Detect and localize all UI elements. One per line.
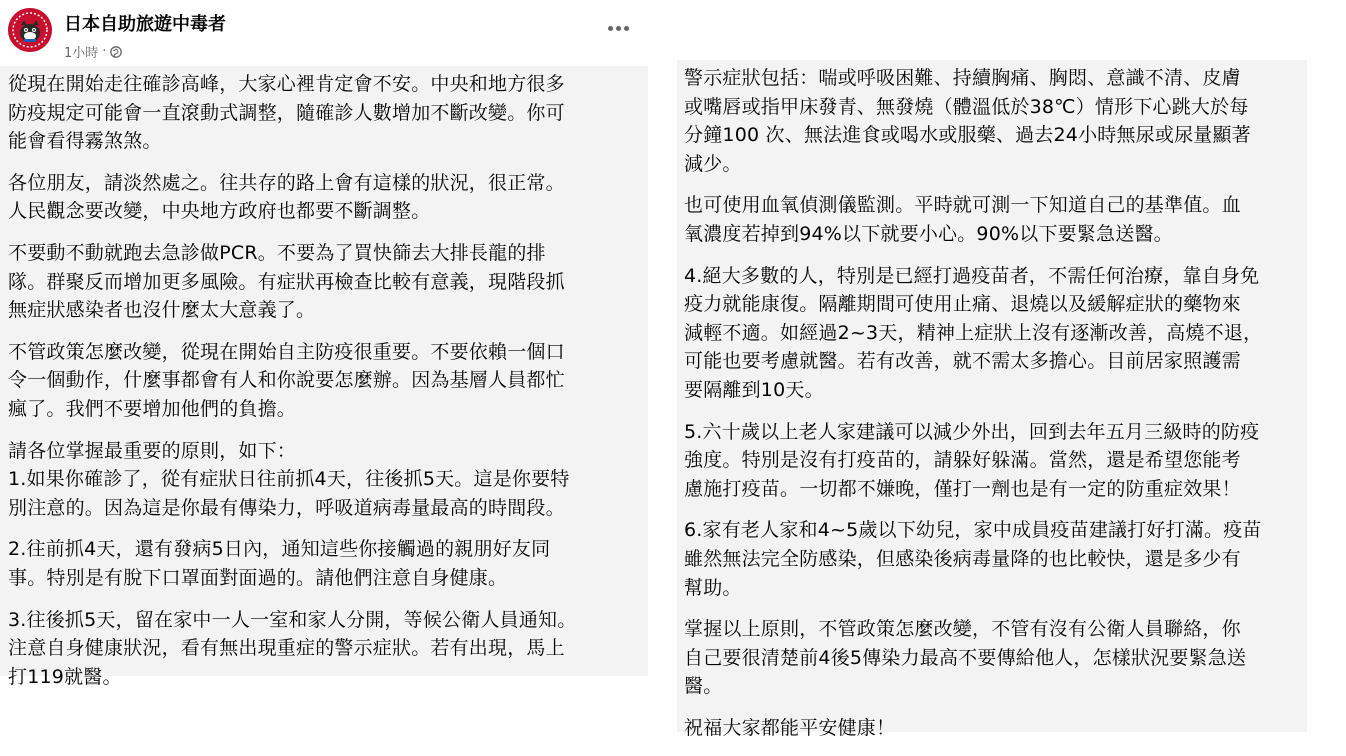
post-paragraph: 1.如果你確診了，從有症狀日往前抓4天，往後抓5天。這是你要特 別注意的。因為這是你最有傳染力，呼吸道病毒量最高的時間段。 bbox=[8, 468, 570, 519]
meta-separator: · bbox=[102, 44, 107, 59]
post-header bbox=[8, 6, 638, 62]
post-paragraph: 也可使用血氧偵測儀監測。平時就可測一下知道自己的基準值。血 氧濃度若掉到94%以下就要小心。90%以下要緊急送醫。 bbox=[684, 194, 1241, 245]
post-meta bbox=[64, 42, 122, 61]
post-paragraph: 掌握以上原則，不管政策怎麼改變，不管有沒有公衛人員聯絡，你 自己要很清楚前4後5傳染力最高不要傳給他人，怎樣狀況要緊急送 醫。 bbox=[684, 618, 1247, 698]
post-paragraph: 請各位掌握最重要的原則，如下： bbox=[8, 439, 297, 462]
post-paragraph: 5.六十歲以上老人家建議可以減少外出，回到去年五月三級時的防疫 強度。特別是沒有打疫苗的，請躲好躲滿。當然，還是希望您能考 慮施打疫苗。一切都不嫌晚，僅打一劑也是有一定的防重症效果！ bbox=[684, 420, 1260, 500]
page-name-link[interactable]: 日本自助旅遊中毒者 bbox=[64, 14, 226, 35]
left-post-panel bbox=[0, 0, 648, 756]
post-timestamp[interactable]: 1小時 bbox=[64, 46, 99, 61]
page-avatar[interactable] bbox=[8, 8, 52, 52]
more-options-dot bbox=[624, 26, 629, 31]
post-paragraph: 6.家有老人家和4~5歲以下幼兒，家中成員疫苗建議打好打滿。疫苗 雖然無法完全防感染，但感染後病毒量降的也比較快，還是多少有 幫助。 bbox=[684, 519, 1262, 599]
post-paragraph: 各位朋友，請淡然處之。往共存的路上會有這樣的狀況，很正常。 人民觀念要改變，中央地方政府也都要不斷調整。 bbox=[8, 171, 565, 223]
post-paragraph: 4.絕大多數的人，特別是已經打過疫苗者，不需任何治療，靠自身免 疫力就能康復。隔離期間可使用止痛、退燒以及緩解症狀的藥物來 減輕不適。如經過2~3天，精神上症狀上沒有逐漸改善，高燒不退， 可能也要考慮就醫。若有改善，就不需太多擔心。目前居家照護需 要隔離到10天。 bbox=[684, 264, 1263, 401]
post-body-right bbox=[677, 60, 1307, 739]
post-paragraph: 從現在開始走往確診高峰，大家心裡肯定會不安。中央和地方很多 防疫規定可能會一直滾動式調整，隨確診人數增加不斷改變。你可 能會看得霧煞煞。 bbox=[8, 73, 565, 153]
avatar-logo-icon bbox=[8, 8, 52, 52]
post-body-left bbox=[0, 66, 648, 688]
post-paragraph: 不要動不動就跑去急診做PCR。不要為了買快篩去大排長龍的排 隊。群聚反而增加更多風險。有症狀再檢查比較有意義，現階段抓 無症狀感染者也沒什麼太大意義了。 bbox=[8, 241, 565, 322]
more-options-button[interactable] bbox=[604, 16, 632, 40]
globe-icon bbox=[110, 46, 122, 58]
post-paragraph: 警示症狀包括：喘或呼吸困難、持續胸痛、胸悶、意識不清、皮膚 或嘴唇或指甲床發青、無發燒（體溫低於38℃）情形下心跳大於每 分鐘100 次、無法進食或喝水或服藥、過去24小時無尿或尿量顯著 減少。 bbox=[684, 67, 1251, 175]
more-options-icon bbox=[608, 26, 613, 31]
post-paragraph: 3.往後抓5天，留在家中一人一室和家人分開，等候公衛人員通知。 注意自身健康狀況，看有無出現重症的警示症狀。若有出現，馬上 打119就醫。 bbox=[8, 608, 577, 688]
post-paragraph: 2.往前抓4天，還有發病5日內，通知這些你接觸過的親朋好友同 事。特別是有脫下口罩面對面過的。請他們注意自身健康。 bbox=[8, 538, 551, 589]
post-paragraph: 不管政策怎麼改變，從現在開始自主防疫很重要。不要依賴一個口 令一個動作，什麼事都會有人和你說要怎麼辦。因為基層人員都忙 瘋了。我們不要增加他們的負擔。 bbox=[8, 340, 565, 420]
more-options-dot bbox=[616, 26, 621, 31]
post-paragraph: 祝福大家都能平安健康！ bbox=[684, 716, 896, 739]
